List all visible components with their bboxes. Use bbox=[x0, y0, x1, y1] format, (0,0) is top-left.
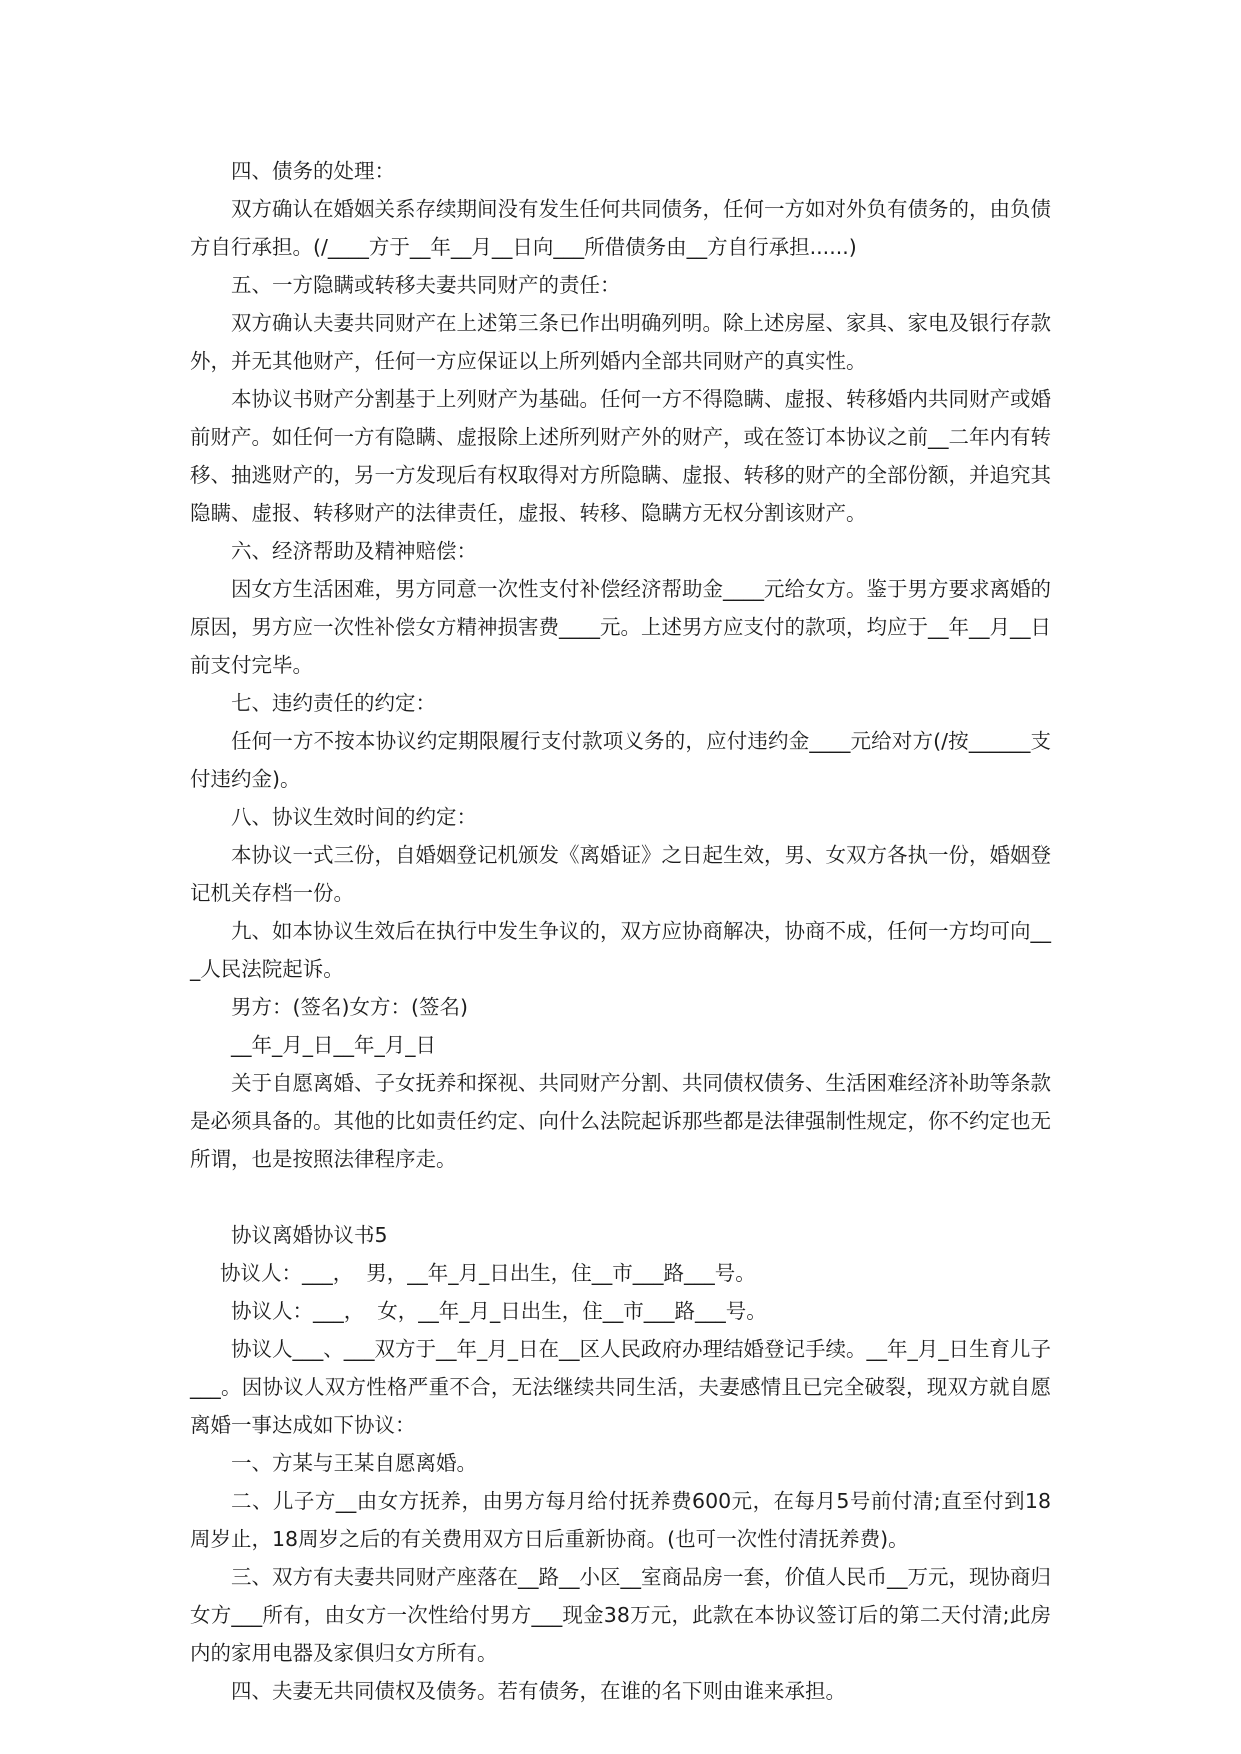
paragraph-effective: 本协议一式三份，自婚姻登记机颁发《离婚证》之日起生效，男、女双方各执一份，婚姻登记机关存档一份。 bbox=[190, 843, 1051, 905]
section-heading-breach: 七、违约责任的约定： bbox=[231, 691, 436, 715]
clause-child-custody: 二、儿子方__由女方抚养，由男方每月给付抚养费600元，在每月5号前付清;直至付到18周岁止，18周岁之后的有关费用双方日后重新协商。(也可一次性付清抚养费)。 bbox=[190, 1489, 1051, 1551]
section-heading-debts: 四、债务的处理： bbox=[231, 159, 395, 183]
paragraph-breach: 任何一方不按本协议约定期限履行支付款项义务的，应付违约金____元给对方(/按______支付违约金)。 bbox=[190, 729, 1051, 791]
section-heading-concealment: 五、一方隐瞒或转移夫妻共同财产的责任： bbox=[231, 273, 621, 297]
clause-debts: 四、夫妻无共同债权及债务。若有债务，在谁的名下则由谁来承担。 bbox=[231, 1679, 846, 1703]
party-line-female: 协议人：___， 女，__年_月_日出生，住__市___路___号。 bbox=[231, 1299, 767, 1323]
paragraph-compensation: 因女方生活困难，男方同意一次性支付补偿经济帮助金____元给女方。鉴于男方要求离婚的原因，男方应一次性补偿女方精神损害费____元。上述男方应支付的款项，均应于__年__月__日前支付完毕。 bbox=[190, 577, 1051, 677]
section-heading-compensation: 六、经济帮助及精神赔偿： bbox=[231, 539, 477, 563]
party-line-male: 协议人：___， 男，__年_月_日出生，住__市___路___号。 bbox=[220, 1261, 756, 1285]
paragraph-property-listed: 双方确认夫妻共同财产在上述第三条已作出明确列明。除上述房屋、家具、家电及银行存款外，并无其他财产，任何一方应保证以上所列婚内全部共同财产的真实性。 bbox=[190, 311, 1051, 373]
signature-line: 男方：(签名)女方：(签名) bbox=[231, 995, 468, 1019]
paragraph-marriage-registration: 协议人___、___双方于__年_月_日在__区人民政府办理结婚登记手续。__年_月_日生育儿子___。因协议人双方性格严重不合，无法继续共同生活，夫妻感情且已完全破裂，现双方就自愿离婚一事达成如下协议： bbox=[190, 1337, 1051, 1437]
section-heading-effective: 八、协议生效时间的约定： bbox=[231, 805, 477, 829]
paragraph-note: 关于自愿离婚、子女抚养和探视、共同财产分割、共同债权债务、生活困难经济补助等条款是必须具备的。其他的比如责任约定、向什么法院起诉那些都是法律强制性规定，你不约定也无所谓，也是按照法律程序走。 bbox=[190, 1071, 1051, 1171]
agreement-title: 协议离婚协议书5 bbox=[231, 1223, 388, 1247]
paragraph-dispute: 九、如本协议生效后在执行中发生争议的，双方应协商解决，协商不成，任何一方均可向___人民法院起诉。 bbox=[190, 919, 1051, 981]
clause-joint-property: 三、双方有夫妻共同财产座落在__路__小区__室商品房一套，价值人民币__万元，现协商归女方___所有，由女方一次性给付男方___现金38万元，此款在本协议签订后的第二天付清;此房内的家用电器及家俱归女方所有。 bbox=[190, 1565, 1051, 1665]
date-line: __年_月_日__年_月_日 bbox=[231, 1033, 436, 1057]
clause-divorce: 一、方某与王某自愿离婚。 bbox=[231, 1451, 477, 1475]
paragraph-debts: 双方确认在婚姻关系存续期间没有发生任何共同债务，任何一方如对外负有债务的，由负债方自行承担。(/____方于__年__月__日向___所借债务由__方自行承担......) bbox=[190, 197, 1051, 259]
paragraph-property-division: 本协议书财产分割基于上列财产为基础。任何一方不得隐瞒、虚报、转移婚内共同财产或婚前财产。如任何一方有隐瞒、虚报除上述所列财产外的财产，或在签订本协议之前__二年内有转移、抽逃财产的，另一方发现后有权取得对方所隐瞒、虚报、转移的财产的全部份额，并追究其隐瞒、虚报、转移财产的法律责任，虚报、转移、隐瞒方无权分割该财产。 bbox=[190, 387, 1051, 525]
